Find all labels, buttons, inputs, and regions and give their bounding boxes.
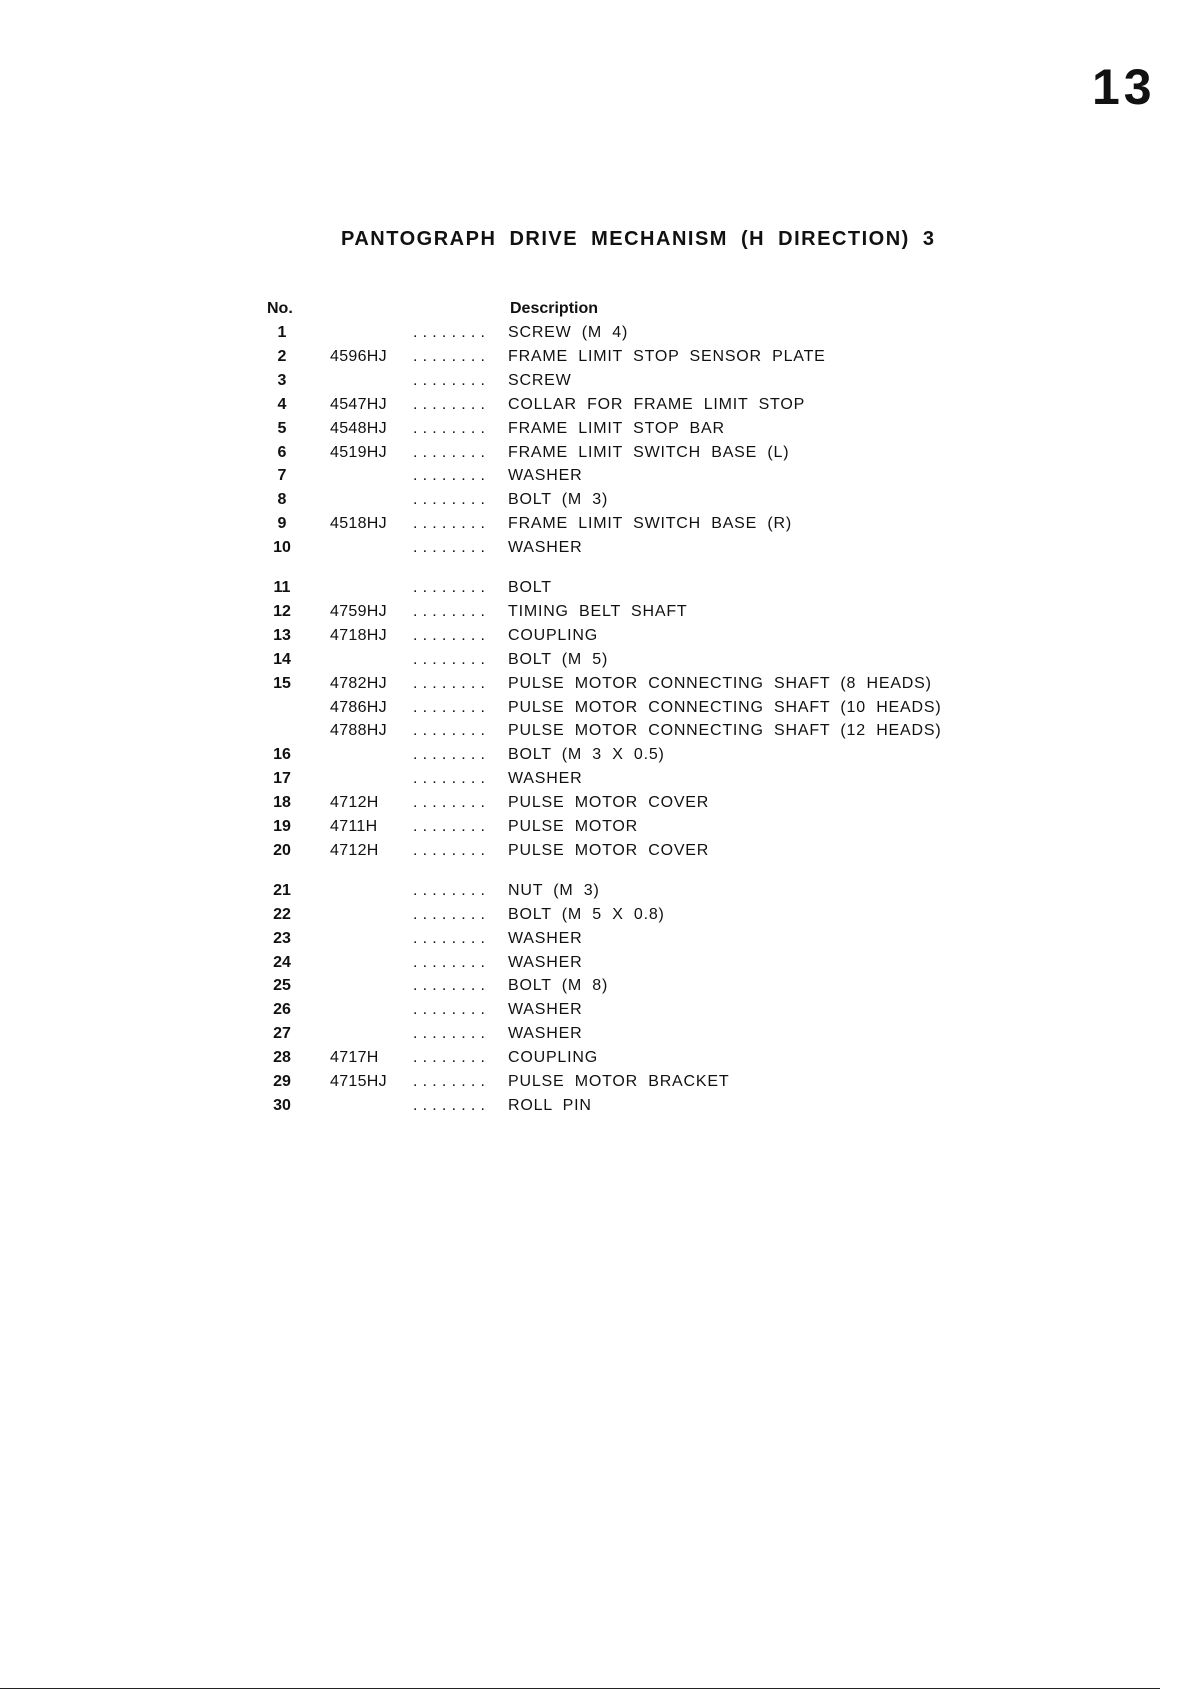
list-item (0, 672, 1189, 696)
dot-leader: ........ (413, 722, 491, 740)
dot-leader: ........ (413, 579, 491, 596)
part-description: BOLT (M 3) (508, 491, 609, 509)
item-number: 22 (273, 905, 291, 923)
dot-leader: ........ (413, 818, 491, 835)
part-code: 4717H (330, 1049, 379, 1067)
list-item (0, 321, 1189, 345)
item-number: 5 (277, 419, 287, 437)
item-number: 25 (273, 977, 291, 995)
list-item (0, 1022, 1189, 1046)
part-description: WASHER (508, 467, 583, 485)
list-item (0, 767, 1189, 791)
dot-leader: ........ (413, 841, 491, 859)
part-code: 4519HJ (330, 443, 387, 461)
dot-leader: ........ (413, 491, 491, 509)
list-item (0, 512, 1189, 536)
part-description: FRAME LIMIT SWITCH BASE (L) (508, 443, 790, 461)
part-description: BOLT (M 8) (508, 977, 609, 995)
dot-leader: ........ (413, 419, 491, 437)
part-description: NUT (M 3) (508, 881, 600, 899)
dot-leader: ........ (413, 698, 491, 716)
list-item (0, 879, 1189, 903)
item-number: 3 (277, 371, 287, 389)
part-description: SCREW (M 4) (508, 324, 629, 341)
dot-leader: ........ (413, 395, 491, 413)
list-item (0, 1046, 1189, 1070)
dot-leader: ........ (413, 1001, 491, 1019)
part-code: 4548HJ (330, 419, 387, 437)
part-code: 4711H (330, 818, 378, 835)
dot-leader: ........ (413, 746, 491, 764)
page-title: PANTOGRAPH DRIVE MECHANISM (H DIRECTION) 3 (341, 228, 936, 250)
column-header-description: Description (510, 300, 599, 317)
dot-leader: ........ (413, 602, 491, 620)
part-description: PULSE MOTOR CONNECTING SHAFT (12 HEADS) (508, 722, 942, 740)
part-description: FRAME LIMIT STOP SENSOR PLATE (508, 347, 826, 365)
dot-leader: ........ (413, 905, 491, 923)
item-number: 24 (273, 953, 291, 971)
dot-leader: ........ (413, 1073, 491, 1090)
part-description: WASHER (508, 1025, 583, 1043)
dot-leader: ........ (413, 467, 491, 485)
dot-leader: ........ (413, 977, 491, 995)
list-item (0, 696, 1189, 720)
part-description: PULSE MOTOR COVER (508, 794, 710, 812)
dot-leader: ........ (413, 794, 491, 812)
list-item (0, 536, 1189, 560)
list-item (0, 441, 1189, 465)
dot-leader: ........ (413, 674, 491, 692)
part-code: 4782HJ (330, 674, 387, 692)
dot-leader: ........ (413, 1025, 491, 1043)
item-number: 4 (277, 395, 287, 413)
dot-leader: ........ (413, 324, 491, 341)
part-description: PULSE MOTOR COVER (508, 841, 710, 859)
part-description: BOLT (508, 579, 552, 596)
item-number: 29 (273, 1073, 291, 1090)
item-number: 13 (273, 626, 291, 644)
item-number: 12 (273, 602, 291, 620)
dot-leader: ........ (413, 953, 491, 971)
list-item (0, 393, 1189, 417)
part-description: PULSE MOTOR CONNECTING SHAFT (10 HEADS) (508, 698, 942, 716)
page-number: 13 (1092, 59, 1156, 115)
dot-leader: ........ (413, 929, 491, 947)
item-number: 16 (273, 746, 291, 764)
list-item (0, 815, 1189, 839)
item-number: 11 (273, 579, 291, 596)
list-item (0, 927, 1189, 951)
part-code: 4788HJ (330, 722, 387, 740)
part-code: 4596HJ (330, 347, 387, 365)
item-number: 18 (273, 794, 291, 812)
item-number: 9 (277, 515, 287, 533)
part-code: 4715HJ (330, 1073, 387, 1090)
list-item (0, 1070, 1189, 1094)
part-description: WASHER (508, 929, 583, 947)
part-description: FRAME LIMIT SWITCH BASE (R) (508, 515, 792, 533)
list-item (0, 417, 1189, 441)
item-number: 17 (273, 770, 291, 788)
list-item (0, 839, 1189, 863)
part-description: PULSE MOTOR BRACKET (508, 1073, 730, 1090)
part-code: 4547HJ (330, 395, 387, 413)
part-description: FRAME LIMIT STOP BAR (508, 419, 725, 437)
part-description: TIMING BELT SHAFT (508, 602, 688, 620)
part-code: 4759HJ (330, 602, 387, 620)
part-description: BOLT (M 5) (508, 650, 609, 668)
dot-leader: ........ (413, 881, 491, 899)
dot-leader: ........ (413, 371, 491, 389)
bottom-rule (0, 1688, 1160, 1689)
dot-leader: ........ (413, 539, 491, 557)
part-code: 4712H (330, 794, 379, 812)
part-description: WASHER (508, 539, 583, 557)
part-description: PULSE MOTOR CONNECTING SHAFT (8 HEADS) (508, 674, 932, 692)
list-item (0, 998, 1189, 1022)
item-number: 1 (277, 324, 287, 341)
list-item (0, 903, 1189, 927)
part-code: 4718HJ (330, 626, 387, 644)
part-description: SCREW (508, 371, 572, 389)
list-item (0, 791, 1189, 815)
part-description: COLLAR FOR FRAME LIMIT STOP (508, 395, 806, 413)
part-description: BOLT (M 5 X 0.8) (508, 905, 665, 923)
list-item (0, 369, 1189, 393)
part-description: WASHER (508, 1001, 583, 1019)
dot-leader: ........ (413, 347, 491, 365)
list-item (0, 743, 1189, 767)
list-item (0, 719, 1189, 743)
item-number: 10 (273, 539, 291, 557)
item-number: 19 (273, 818, 291, 835)
column-header-no: No. (267, 300, 293, 317)
part-code: 4786HJ (330, 698, 387, 716)
dot-leader: ........ (413, 443, 491, 461)
list-item (0, 648, 1189, 672)
item-number: 6 (277, 443, 287, 461)
list-item (0, 464, 1189, 488)
list-item (0, 488, 1189, 512)
dot-leader: ........ (413, 626, 491, 644)
dot-leader: ........ (413, 650, 491, 668)
part-description: PULSE MOTOR (508, 818, 638, 835)
item-number: 21 (273, 881, 291, 899)
dot-leader: ........ (413, 1049, 491, 1067)
item-number: 26 (273, 1001, 291, 1019)
item-number: 15 (273, 674, 291, 692)
dot-leader: ........ (413, 770, 491, 788)
part-description: ROLL PIN (508, 1096, 592, 1114)
item-number: 20 (273, 841, 291, 859)
list-item (0, 951, 1189, 975)
item-number: 28 (273, 1049, 291, 1067)
part-description: WASHER (508, 770, 583, 788)
part-description: WASHER (508, 953, 583, 971)
item-number: 14 (273, 650, 291, 668)
dot-leader: ........ (413, 1096, 491, 1114)
list-item (0, 1094, 1189, 1118)
item-number: 30 (273, 1096, 291, 1114)
list-item (0, 576, 1189, 600)
list-item (0, 600, 1189, 624)
list-item (0, 974, 1189, 998)
part-code: 4712H (330, 841, 379, 859)
part-description: COUPLING (508, 626, 598, 644)
item-number: 8 (277, 491, 287, 509)
list-item (0, 345, 1189, 369)
list-item (0, 624, 1189, 648)
part-description: BOLT (M 3 X 0.5) (508, 746, 665, 764)
item-number: 2 (277, 347, 287, 365)
item-number: 23 (273, 929, 291, 947)
dot-leader: ........ (413, 515, 491, 533)
item-number: 27 (273, 1025, 291, 1043)
part-description: COUPLING (508, 1049, 598, 1067)
item-number: 7 (277, 467, 287, 485)
part-code: 4518HJ (330, 515, 387, 533)
